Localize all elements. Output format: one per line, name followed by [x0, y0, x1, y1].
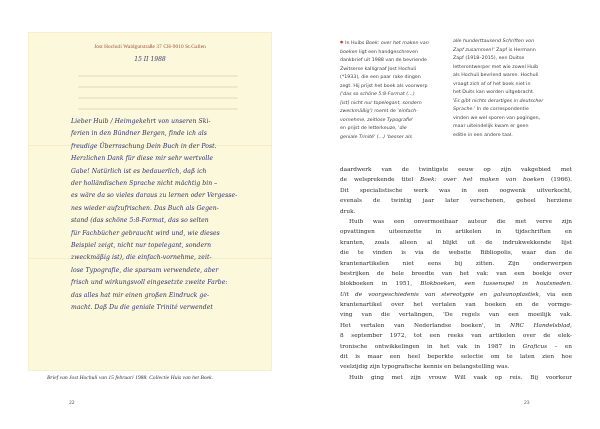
- text-run: Het vertalen van Nederlandse boeken', in: [340, 322, 511, 329]
- text-run: maar uiteindelijk kwam er geen: [453, 124, 529, 130]
- italic-text: Uit de voorgeschiedenis van stereotypie en galvanoplastiek: [340, 291, 540, 298]
- text-run: zegt. Hij prijst het boek als voorwerp: [340, 83, 428, 89]
- text-run: en prijst de letterkeuze,: [340, 126, 399, 132]
- text-run: vinden we wel sporen van pogingen,: [453, 115, 541, 121]
- handwritten-line: stand (das schöne 5:8-Format, das so selten: [71, 217, 209, 225]
- text-run: ving van die vertalingen, 'De regels van een moeilijk vak.: [340, 312, 572, 319]
- note-line: [453, 106, 568, 115]
- handwritten-text: [71, 116, 241, 315]
- handwritten-line: macht. Daß Du die geniale Trinité verwendet: [71, 304, 213, 312]
- note-line: [453, 55, 568, 64]
- text-run: In de correspondentie: [475, 107, 529, 113]
- note-line: [453, 38, 568, 47]
- italic-text: 'die: [398, 126, 407, 132]
- body-line: [340, 259, 572, 269]
- text-run: bestrijken de hele breedte van het vak: van een boekje over: [340, 270, 572, 277]
- text-run: In Huibs: [345, 41, 366, 46]
- body-line: [340, 196, 572, 206]
- body-line: [340, 279, 572, 289]
- handwritten-line: zweckmäßig ist), die einfach-vornehme, zeit-: [71, 254, 212, 262]
- handwritten-line: Lieber Huib / Heimgekehrt von unseren Ski-: [71, 118, 211, 125]
- note-line: [340, 57, 450, 66]
- body-line: [340, 352, 572, 362]
- text-run: evenals de twintig jaar later verschenen, geheel herziene: [340, 198, 572, 205]
- side-note-column-1: [340, 38, 450, 143]
- handwritten-line: ferien in den Bündner Bergen, finde ich als: [71, 130, 207, 138]
- handwritten-line: das alles hat mir einen großen Eindruck ge-: [71, 291, 210, 299]
- body-line: [340, 207, 572, 217]
- text-run: Huib was een onvermoeibaar auteur die met verve zijn: [349, 218, 572, 225]
- note-line: [453, 132, 568, 141]
- italic-text: 'einfach-: [397, 109, 418, 115]
- italic-text: [ist] nicht nur topelegant, sondern: [340, 100, 422, 106]
- text-run: krantenartikel over het vertalen van boeken en de vormge-: [340, 302, 572, 309]
- body-line: [340, 310, 572, 320]
- italic-text: vornehme, zeitlose Typografie': [340, 117, 414, 123]
- italic-text: Sprache.': [453, 107, 476, 113]
- text-run: Zapf (1918–2015), een Duitse: [453, 56, 525, 62]
- text-run: vraagt zich af of het boek niet in: [453, 81, 531, 87]
- note-line: [453, 81, 568, 90]
- italic-text: Boek: over het maken van: [365, 41, 429, 46]
- text-run: ,: [570, 322, 572, 329]
- note-line: [453, 72, 568, 81]
- letter-date: 15 II 1988: [134, 56, 166, 63]
- figure-caption: Brief van Jost Hochuli van 15 februari 1988. Collectie Huis van het Boek.: [47, 375, 213, 381]
- body-line: [340, 248, 572, 258]
- page-number-left: 22: [69, 400, 75, 406]
- text-run: krantenartikelen niet eens bij zitten. Zijn onderwerpen: [340, 260, 572, 267]
- text-run: ligt een handgeschreven: [357, 49, 418, 55]
- note-line: [340, 91, 450, 100]
- text-run: de welsprekende titel: [340, 177, 421, 184]
- note-line: [340, 117, 450, 126]
- handwritten-line: Herzlichen Dank für diese mir sehr wertvolle: [71, 155, 214, 163]
- letterhead: Jost Hochuli Waldgutstraße 37 CH-9010 St.Gallen: [94, 44, 206, 50]
- handwritten-line: Beispiel zeigt, nicht nur topelegant, sondern: [71, 242, 212, 250]
- note-line: [340, 100, 450, 109]
- italic-text: geniale Trinité' (…) 'besser als: [340, 135, 412, 141]
- page-number-right: 23: [524, 400, 530, 406]
- body-line: [340, 165, 572, 175]
- text-run: (*1933), die een paar rake dingen: [340, 75, 421, 81]
- body-line: [340, 217, 572, 227]
- note-line: [340, 83, 450, 92]
- italic-text: Graficus: [522, 343, 548, 350]
- text-run: roemt de: [372, 109, 398, 115]
- text-run: opvattingen uiteenzette in artikelen in tijdschriften en: [340, 229, 572, 236]
- text-run: , via een: [539, 291, 572, 298]
- handwritten-line: für Fachbücher gebraucht wird und, wie dieses: [71, 229, 220, 237]
- text-run: 8 september 1972, tot een reeks van artikelen over de elek-: [340, 333, 572, 340]
- italic-text: alle hunderttausend Schriften von: [453, 39, 535, 44]
- text-run: (1966).: [544, 177, 572, 184]
- note-line: [453, 115, 568, 124]
- side-note-column-2: [453, 38, 568, 141]
- italic-text: Zapf zusammen!': [453, 47, 495, 53]
- body-line: [340, 227, 572, 237]
- note-line: [453, 47, 568, 56]
- text-run: Huib ging met zijn vrouw Will vaak op reis. Bij voorkeur: [349, 374, 572, 381]
- body-line: [340, 331, 572, 341]
- handwritten-line: der holländischen Sprache nicht mächtig bin –: [71, 180, 218, 188]
- text-run: die te vinden is via de website Bibliopolis, waar dan de: [340, 250, 572, 257]
- italic-text: Blokboeken, een tussenspel in houtsneden.: [420, 281, 572, 288]
- text-run: Dit specialistische werk was in een oogwenk uitverkocht,: [340, 187, 572, 194]
- note-line: [340, 66, 450, 75]
- body-line: [340, 300, 572, 310]
- body-line: [340, 321, 572, 331]
- show-through-text: [78, 75, 238, 119]
- body-line: [340, 175, 572, 185]
- italic-text: zweckmäßig'): [340, 109, 373, 115]
- note-line: [453, 64, 568, 73]
- body-line: [340, 362, 572, 372]
- text-run: daardwerk van de twintigste eeuw op zijn vakgebied met: [340, 167, 572, 173]
- note-line: [340, 74, 450, 83]
- handwritten-line: freudige Überraschung Dein Buch in der Post.: [71, 142, 217, 150]
- handwritten-line: nes wieder aufzufrischen. Das Buch als Gegen-: [71, 204, 219, 212]
- body-line: [340, 290, 572, 300]
- italic-text: ('das so schöne 5:8-Format (…): [340, 92, 415, 98]
- text-run: Zwitserse kalligraaf Jost Hochuli: [340, 66, 416, 72]
- text-run: dankbrief uit 1988 van de bevriende: [340, 58, 427, 64]
- note-line: [340, 38, 450, 49]
- italic-text: 'Es gibt nichts derartiges in deutscher: [453, 98, 544, 104]
- body-line: [340, 373, 572, 383]
- body-line: [340, 342, 572, 352]
- italic-text: NRC Handelsblad: [510, 322, 571, 329]
- text-run: – en: [547, 343, 572, 350]
- text-run: als Hochuli bevriend waren. Hochuli: [453, 73, 539, 79]
- note-line: [340, 49, 450, 58]
- text-run: druk.: [340, 208, 356, 215]
- note-line: [340, 134, 450, 143]
- handwritten-line: es wäre da so vieles daraus zu lernen oder Vergesse-: [71, 192, 238, 200]
- note-marker-icon: ●: [340, 40, 344, 44]
- body-line: [340, 269, 572, 279]
- italic-text: Boek: over het maken van boeken: [420, 177, 545, 184]
- handwritten-line: lose Typografie, die sparsam verwendete, aber: [71, 266, 219, 274]
- text-run: letterontwerper met wie zowel Huib: [453, 64, 539, 70]
- body-line: [340, 186, 572, 196]
- text-run: Zapf is Hermann: [494, 47, 536, 53]
- note-line: [340, 125, 450, 134]
- text-run: het Duits kan worden uitgebracht.: [453, 90, 535, 96]
- text-run: blokboeken in 1951,: [340, 281, 421, 288]
- text-run: veelzijdig zijn typografische kennis en belangstelling was.: [340, 364, 510, 371]
- italic-text: boeken: [340, 49, 358, 55]
- body-text: [340, 165, 572, 383]
- letter-image: [28, 32, 272, 371]
- text-run: editie in een andere taal.: [453, 133, 513, 139]
- body-line: [340, 238, 572, 248]
- note-line: [340, 108, 450, 117]
- text-run: tronische ontwikkelingen in het vak in 1987 in: [340, 343, 523, 350]
- note-line: [453, 98, 568, 107]
- note-line: [453, 123, 568, 132]
- text-run: kranten, zoals alleen al blijkt uit de indrukwekkende lijst: [340, 239, 572, 246]
- text-run: dit is maar een heel beperkte selectie om te laten zien hoe: [340, 354, 572, 361]
- note-line: [453, 89, 568, 98]
- handwritten-line: frisch und wirkungsvoll eingesetzte zweite Farbe:: [71, 279, 228, 287]
- handwritten-line: Gabe! Natürlich ist es bedauerlich, daß ich: [71, 167, 207, 175]
